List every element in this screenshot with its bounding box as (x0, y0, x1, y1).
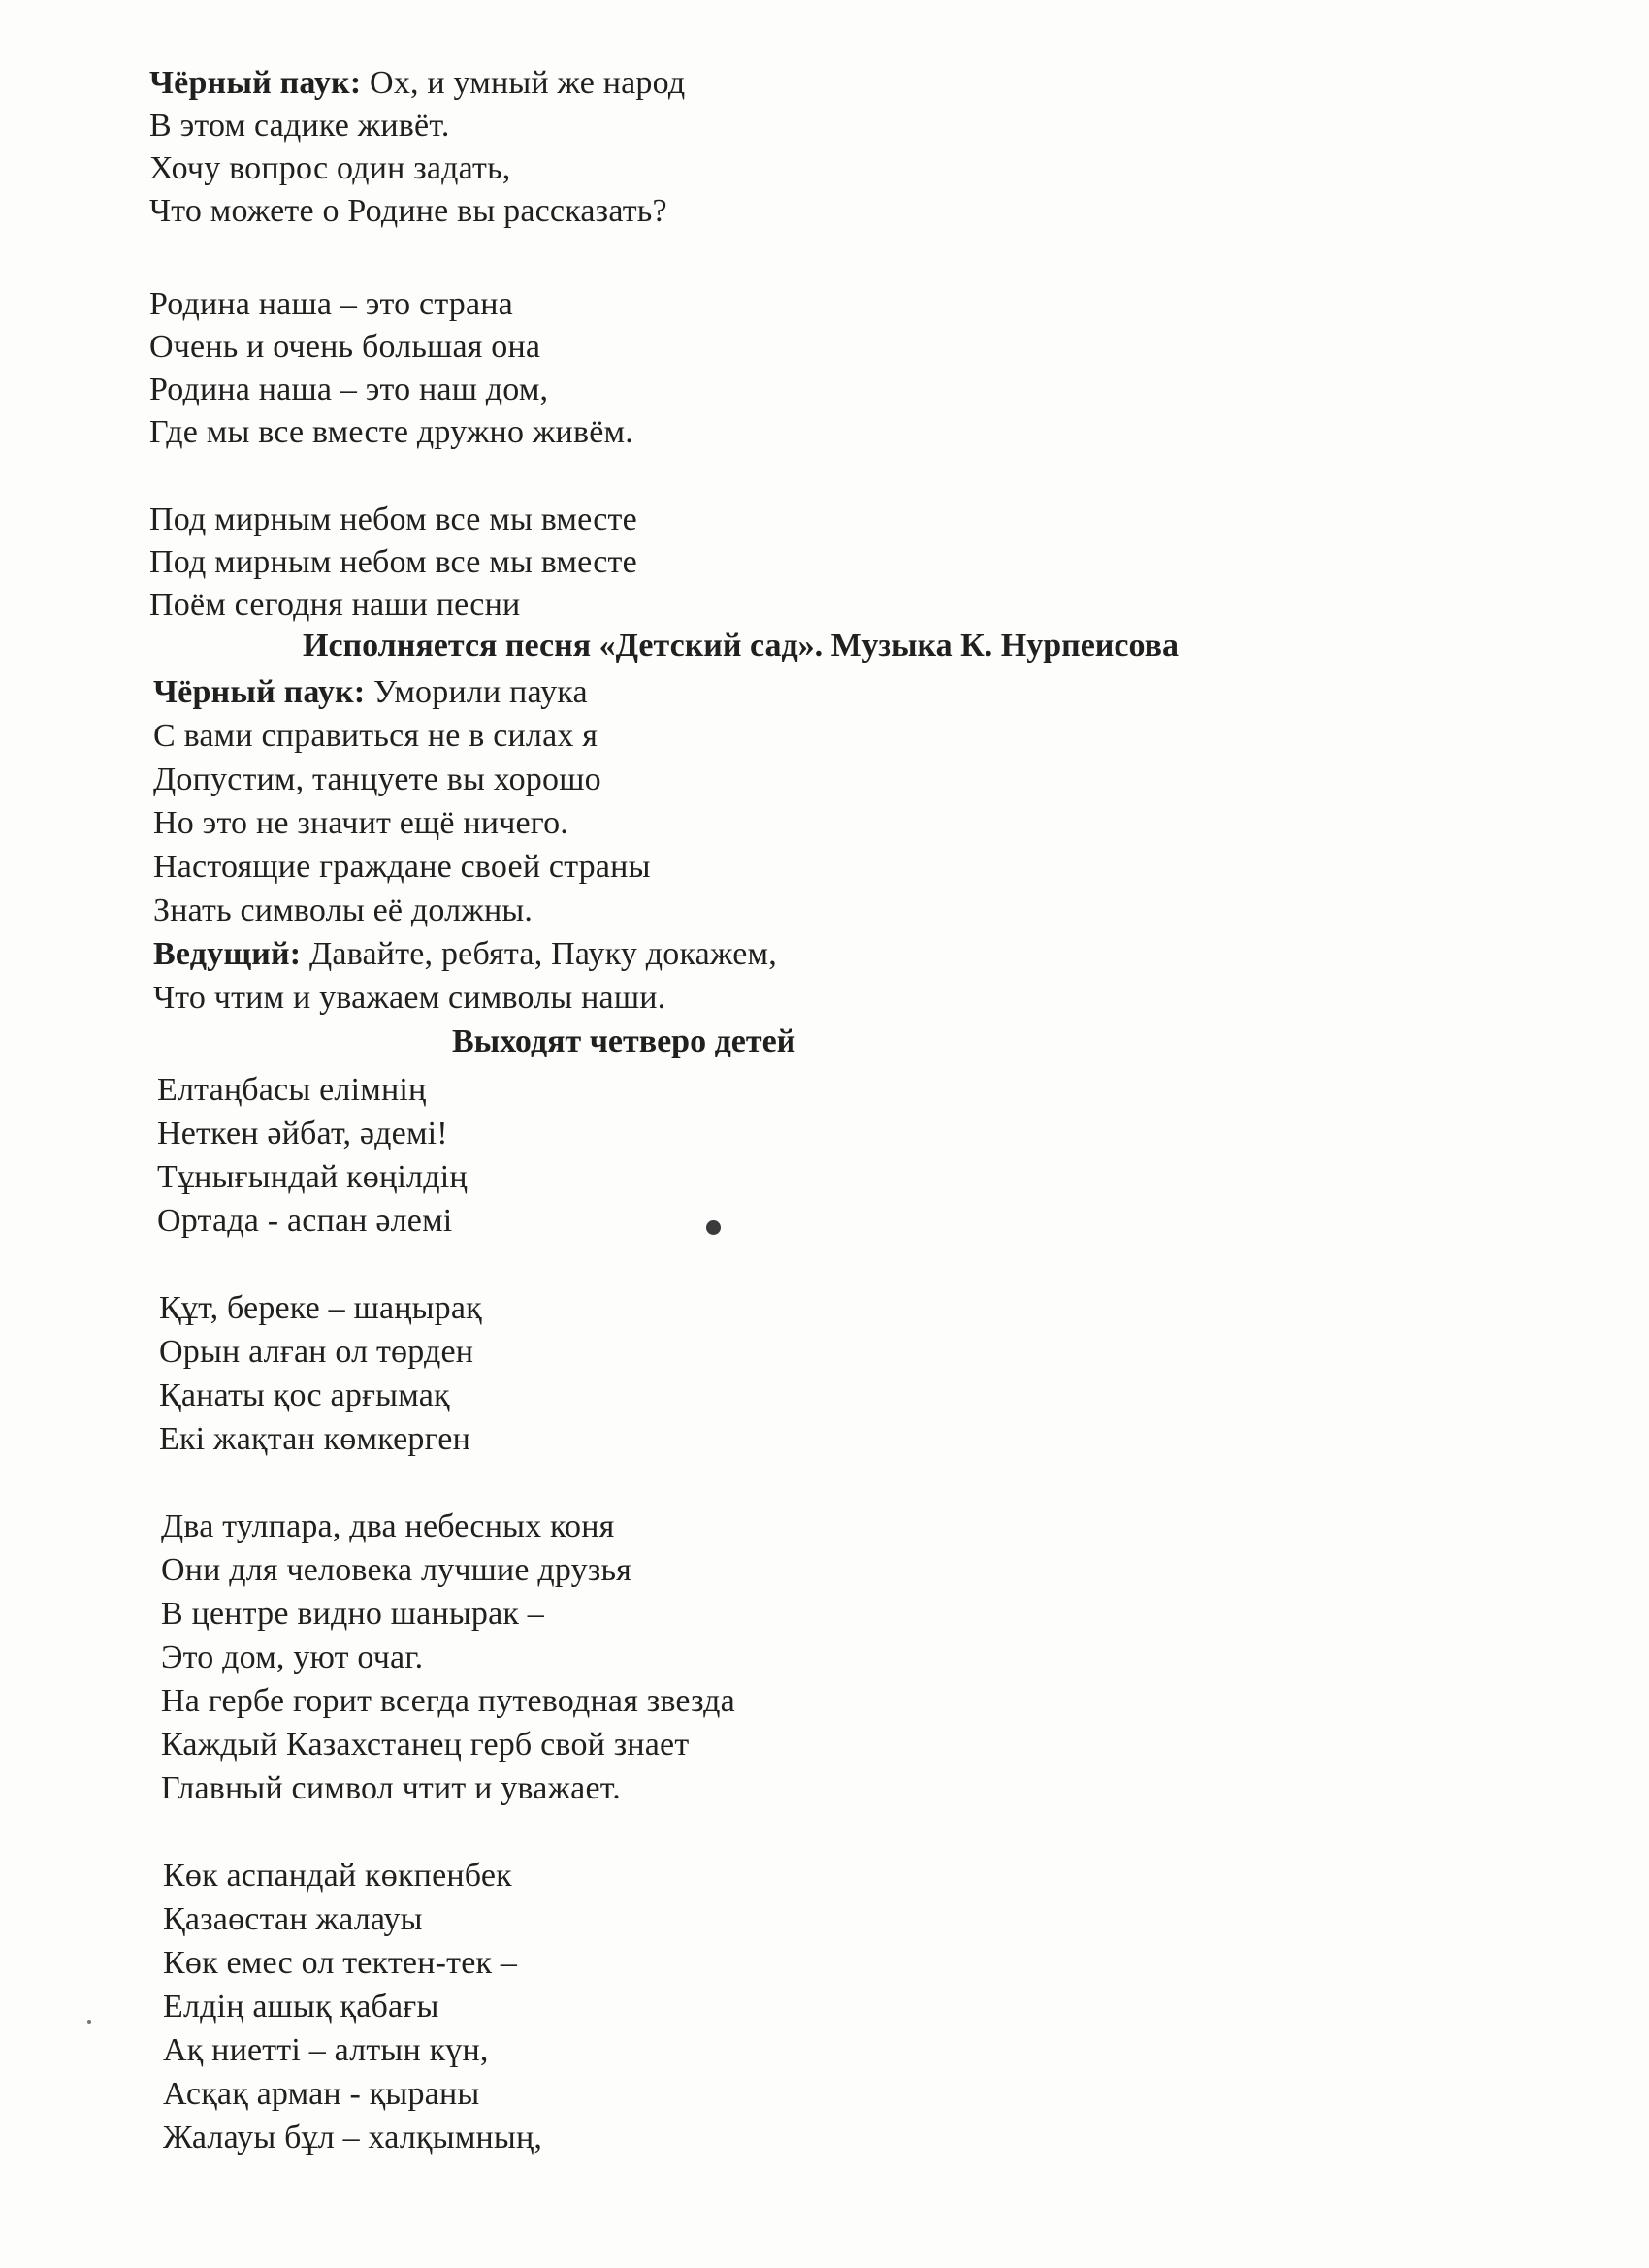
speaker-line (153, 935, 777, 974)
speaker-name: Чёрный паук: (149, 65, 362, 101)
stage-direction: Выходят четверо детей (452, 1023, 796, 1059)
text-line: Хочу вопрос один задать, (149, 150, 511, 186)
text-line: Қанаты қос арғымақ (159, 1377, 450, 1413)
speaker-name: Чёрный паук: (153, 674, 366, 710)
text-line: Көк емес ол тектен-тек – (163, 1945, 518, 1981)
text-line: Они для человека лучшие друзья (161, 1552, 632, 1588)
ink-spot (706, 1220, 721, 1235)
text-line: Көк аспандай көкпенбек (163, 1858, 512, 1894)
text-line: Два тулпара, два небесных коня (161, 1508, 615, 1544)
text-line: Знать символы её должны. (153, 892, 534, 928)
text-line: Допустим, танцуете вы хорошо (153, 761, 601, 797)
text-line: Ортада - аспан әлемі (157, 1203, 453, 1239)
text-line: Ақ ниетті – алтын күн, (163, 2032, 489, 2068)
text-line: На гербе горит всегда путеводная звезда (161, 1683, 735, 1719)
text-line: Очень и очень большая она (149, 329, 541, 365)
text-line: Родина наша – это страна (149, 286, 513, 322)
stage-direction: Исполняется песня «Детский сад». Музыка К. Нурпеисова (303, 628, 1179, 664)
text-line: Поём сегодня наши песни (149, 587, 521, 623)
text-line: Каждый Казахстанец герб свой знает (161, 1727, 690, 1763)
text-line: Елдің ашық қабағы (163, 1989, 439, 2025)
text-line: Асқақ арман - қыраны (163, 2076, 480, 2112)
text-line: Но это не значит ещё ничего. (153, 805, 568, 841)
speaker-line (149, 64, 685, 103)
dust-speck (87, 2020, 91, 2024)
text-line: Что чтим и уважаем символы наши. (153, 980, 666, 1016)
text-line: Неткен әйбат, әдемі! (157, 1116, 448, 1151)
text-line: Где мы все вместе дружно живём. (149, 414, 633, 450)
text-line: С вами справиться не в силах я (153, 718, 598, 754)
speaker-text: Ох, и умный же народ (361, 65, 686, 101)
speaker-line (153, 673, 588, 712)
text-line: Это дом, уют очаг. (161, 1639, 424, 1675)
text-line: Под мирным небом все мы вместе (149, 544, 637, 580)
text-line: Главный символ чтит и уважает. (161, 1770, 621, 1806)
text-line: Родина наша – это наш дом, (149, 372, 549, 407)
text-line: Что можете о Родине вы рассказать? (149, 193, 667, 229)
text-line: Тұнығындай көңілдің (157, 1159, 468, 1195)
speaker-text: Уморили паука (365, 674, 588, 710)
text-line: Елтаңбасы елімнің (157, 1072, 427, 1108)
text-line: Под мирным небом все мы вместе (149, 502, 637, 537)
text-line: Қазаөстан жалауы (163, 1901, 423, 1937)
text-line: Құт, береке – шаңырақ (159, 1290, 482, 1326)
text-line: Орын алған ол төрден (159, 1334, 474, 1370)
speaker-text: Давайте, ребята, Пауку докажем, (301, 936, 777, 972)
text-line: В центре видно шанырак – (161, 1596, 544, 1632)
text-line: В этом садике живёт. (149, 108, 450, 144)
speaker-name: Ведущий: (153, 936, 302, 972)
text-line: Жалауы бұл – халқымның, (163, 2120, 543, 2155)
text-line: Екі жақтан көмкерген (159, 1421, 470, 1457)
text-line: Настоящие граждане своей страны (153, 849, 651, 885)
